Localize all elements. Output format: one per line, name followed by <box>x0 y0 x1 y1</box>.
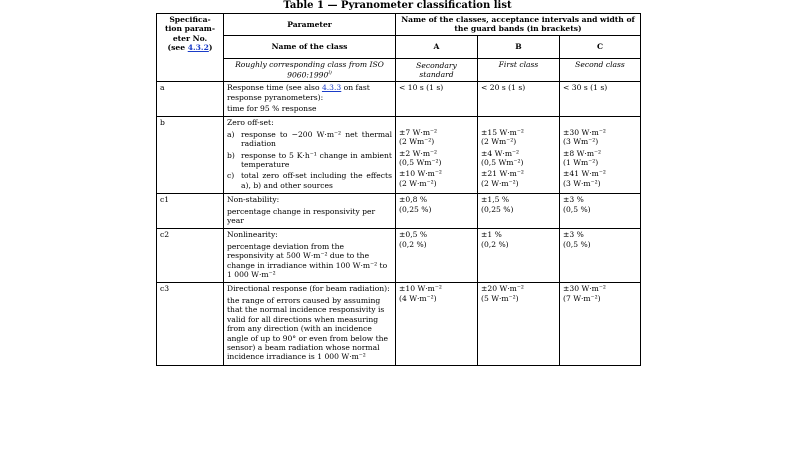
row-id: a <box>157 82 224 117</box>
row-value-b: ±1,5 % (0,25 %) <box>478 194 560 229</box>
iso-class-c: Second class <box>560 58 641 81</box>
table-row <box>157 194 641 229</box>
row-parameter: Non-stability: percentage change in responsivity per year <box>224 194 396 229</box>
row-value-b: < 20 s (1 s) <box>478 82 560 117</box>
row-value-b: ±1 % (0,2 %) <box>478 229 560 283</box>
spec-param-header: Specifica- tion param- eter No. (see 4.3.2) <box>157 14 224 82</box>
table-title: Table 1 — Pyranometer classification list <box>283 0 512 11</box>
row-value-c: ±30 W·m⁻² (3 Wm⁻²) ±8 W·m⁻² (1 Wm⁻²) ±41 W·m⁻² (3 W·m⁻²) <box>560 117 641 194</box>
header-row-1 <box>157 14 641 36</box>
row-parameter: Directional response (for beam radiation): the range of errors caused by assuming that the normal incidence responsivity is valid for all directions when measuring from any direction (with an incidence angle of up to 90° or even from below the sensor) a beam radiation whose normal incidence irradiance is 1 000 W·m⁻² <box>224 283 396 365</box>
row-value-a: ±0,5 % (0,2 %) <box>396 229 478 283</box>
classes-header: Name of the classes, acceptance intervals and width of the guard bands (in brackets) <box>396 14 641 36</box>
row-id: b <box>157 117 224 194</box>
class-b-header: B <box>478 35 560 58</box>
row-value-a: ±7 W·m⁻² (2 Wm⁻²) ±2 W·m⁻² (0,5 Wm⁻²) ±10 W·m⁻² (2 W·m⁻²) <box>396 117 478 194</box>
row-value-c: ±30 W·m⁻² (7 W·m⁻²) <box>560 283 641 365</box>
row-parameter: Response time (see also 4.3.3 on fast response pyranometers): time for 95 % response <box>224 82 396 117</box>
name-of-class-header: Name of the class <box>224 35 396 58</box>
class-a-header: A <box>396 35 478 58</box>
header-row-3 <box>157 58 641 81</box>
row-value-c: ±3 % (0,5 %) <box>560 194 641 229</box>
row-value-c: ±3 % (0,5 %) <box>560 229 641 283</box>
row-value-a: ±0,8 % (0,25 %) <box>396 194 478 229</box>
table-row <box>157 283 641 365</box>
section-link-4-3-2[interactable]: 4.3.2 <box>187 43 209 53</box>
pyranometer-classification-table <box>156 13 641 366</box>
iso-class-b: First class <box>478 58 560 81</box>
table-row <box>157 229 641 283</box>
row-value-b: ±15 W·m⁻² (2 Wm⁻²) ±4 W·m⁻² (0,5 Wm⁻²) ±21 W·m⁻² (2 W·m⁻²) <box>478 117 560 194</box>
table-row <box>157 82 641 117</box>
row-value-c: < 30 s (1 s) <box>560 82 641 117</box>
class-c-header: C <box>560 35 641 58</box>
table-row <box>157 117 641 194</box>
row-value-a: ±10 W·m⁻² (4 W·m⁻²) <box>396 283 478 365</box>
row-parameter: Nonlinearity: percentage deviation from the responsivity at 500 W·m⁻² due to the change in irradiance within 100 W·m⁻² to 1 000 W·m⁻² <box>224 229 396 283</box>
iso-class-a: Secondary standard <box>396 58 478 81</box>
row-parameter: Zero off-set: a) response to −200 W·m⁻² net thermal radiation b) response to 5 K·h⁻¹ change in ambient temperature c) total zero off-set including the effects a), b) and other sources <box>224 117 396 194</box>
row-id: c2 <box>157 229 224 283</box>
parameter-header: Parameter <box>224 14 396 36</box>
row-id: c3 <box>157 283 224 365</box>
row-value-b: ±20 W·m⁻² (5 W·m⁻²) <box>478 283 560 365</box>
header-row-2 <box>157 35 641 58</box>
row-id: c1 <box>157 194 224 229</box>
iso-class-label: Roughly corresponding class from ISO 9060:1990$^{l)}$ <box>224 58 396 81</box>
row-value-a: < 10 s (1 s) <box>396 82 478 117</box>
section-link-4-3-3[interactable]: 4.3.3 <box>321 83 342 93</box>
